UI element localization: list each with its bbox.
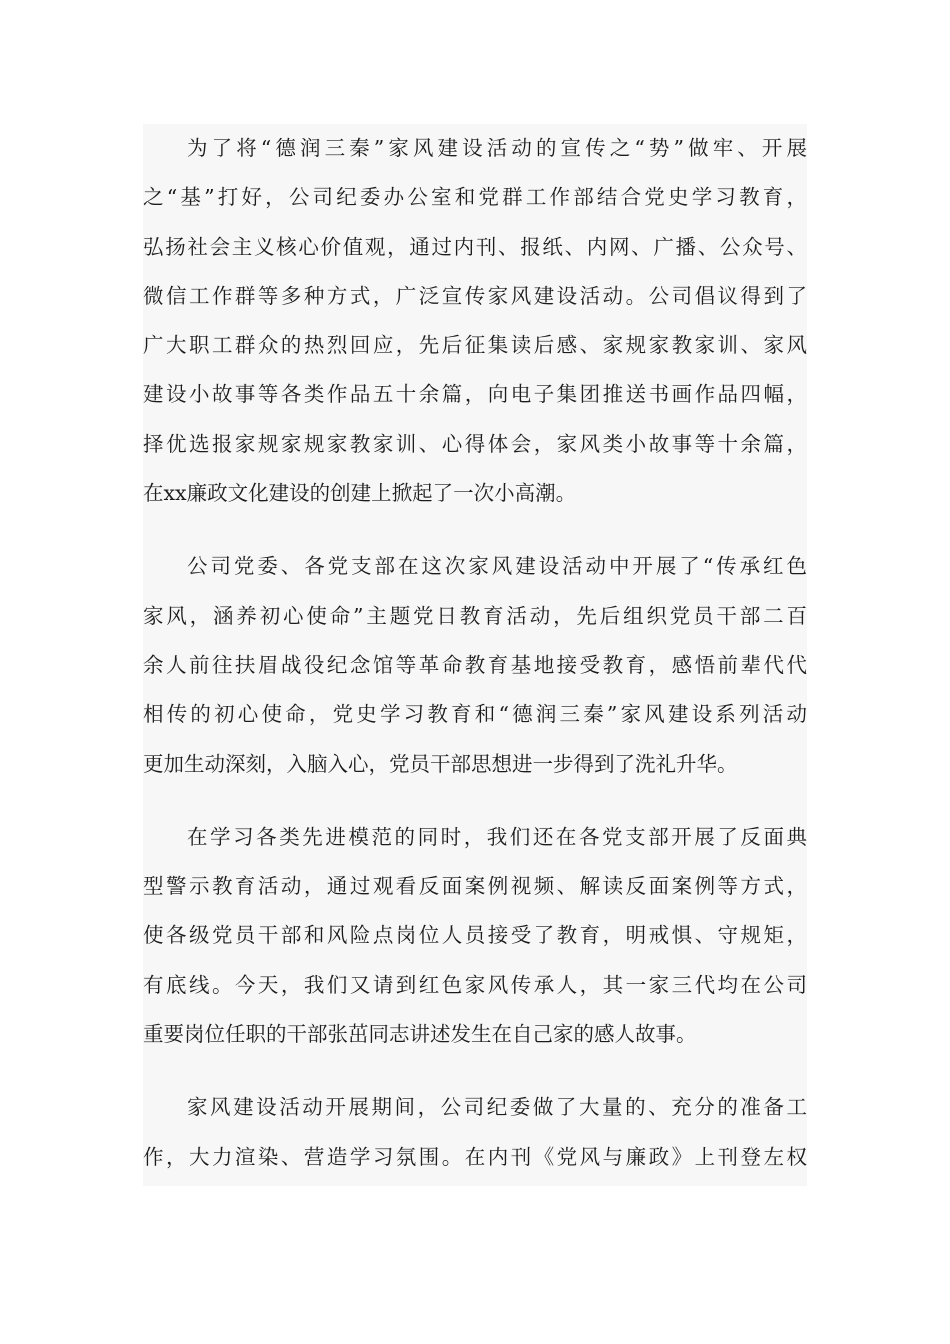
paragraph-line: 作，大力渲染、营造学习氛围。在内刊《党风与廉政》上刊登左权 xyxy=(143,1144,807,1169)
paragraph-line: 家风，涵养初心使命”主题党日教育活动，先后组织党员干部二百 xyxy=(143,603,807,628)
paragraph-line: 在xx廉政文化建设的创建上掀起了一次小高潮。 xyxy=(143,481,577,506)
paragraph-line: 型警示教育活动，通过观看反面案例视频、解读反面案例等方式， xyxy=(143,874,807,899)
paragraph-line: 相传的初心使命，党史学习教育和“德润三秦”家风建设系列活动 xyxy=(143,702,807,727)
paragraph-4 xyxy=(143,1083,807,1182)
paragraph-line: 更加生动深刻，入脑入心，党员干部思想进一步得到了洗礼升华。 xyxy=(143,751,738,776)
paragraph-line: 择优选报家规家规家教家训、心得体会，家风类小故事等十余篇， xyxy=(143,431,807,456)
paragraph-line: 在学习各类先进模范的同时，我们还在各党支部开展了反面典 xyxy=(187,824,807,849)
paragraph-line: 弘扬社会主义核心价值观，通过内刊、报纸、内网、广播、公众号、 xyxy=(143,234,807,259)
paragraph-line: 使各级党员干部和风险点岗位人员接受了教育，明戒惧、守规矩， xyxy=(143,923,807,948)
document-body xyxy=(143,124,807,1186)
paragraph-line: 公司党委、各党支部在这次家风建设活动中开展了“传承红色 xyxy=(187,554,807,579)
paragraph-line: 重要岗位任职的干部张茁同志讲述发生在自己家的感人故事。 xyxy=(143,1022,697,1047)
paragraph-line: 余人前往扶眉战役纪念馆等革命教育基地接受教育，感悟前辈代代 xyxy=(143,652,807,677)
paragraph-line: 广大职工群众的热烈回应，先后征集读后感、家规家教家训、家风 xyxy=(143,333,807,358)
paragraph-gap xyxy=(143,518,807,542)
paragraph-3 xyxy=(143,813,807,1059)
paragraph-gap xyxy=(143,1059,807,1083)
paragraph-line: 微信工作群等多种方式，广泛宣传家风建设活动。公司倡议得到了 xyxy=(143,283,807,308)
paragraph-1 xyxy=(143,124,807,518)
paragraph-2 xyxy=(143,542,807,788)
paragraph-line: 为了将“德润三秦”家风建设活动的宣传之“势”做牢、开展 xyxy=(187,136,807,160)
paragraph-line: 有底线。今天，我们又请到红色家风传承人，其一家三代均在公司 xyxy=(143,972,807,997)
paragraph-gap xyxy=(143,789,807,813)
paragraph-line: 之“基”打好，公司纪委办公室和党群工作部结合党史学习教育， xyxy=(143,185,807,210)
paragraph-line: 家风建设活动开展期间，公司纪委做了大量的、充分的准备工 xyxy=(187,1095,807,1120)
paragraph-line: 建设小故事等各类作品五十余篇，向电子集团推送书画作品四幅， xyxy=(143,382,807,407)
